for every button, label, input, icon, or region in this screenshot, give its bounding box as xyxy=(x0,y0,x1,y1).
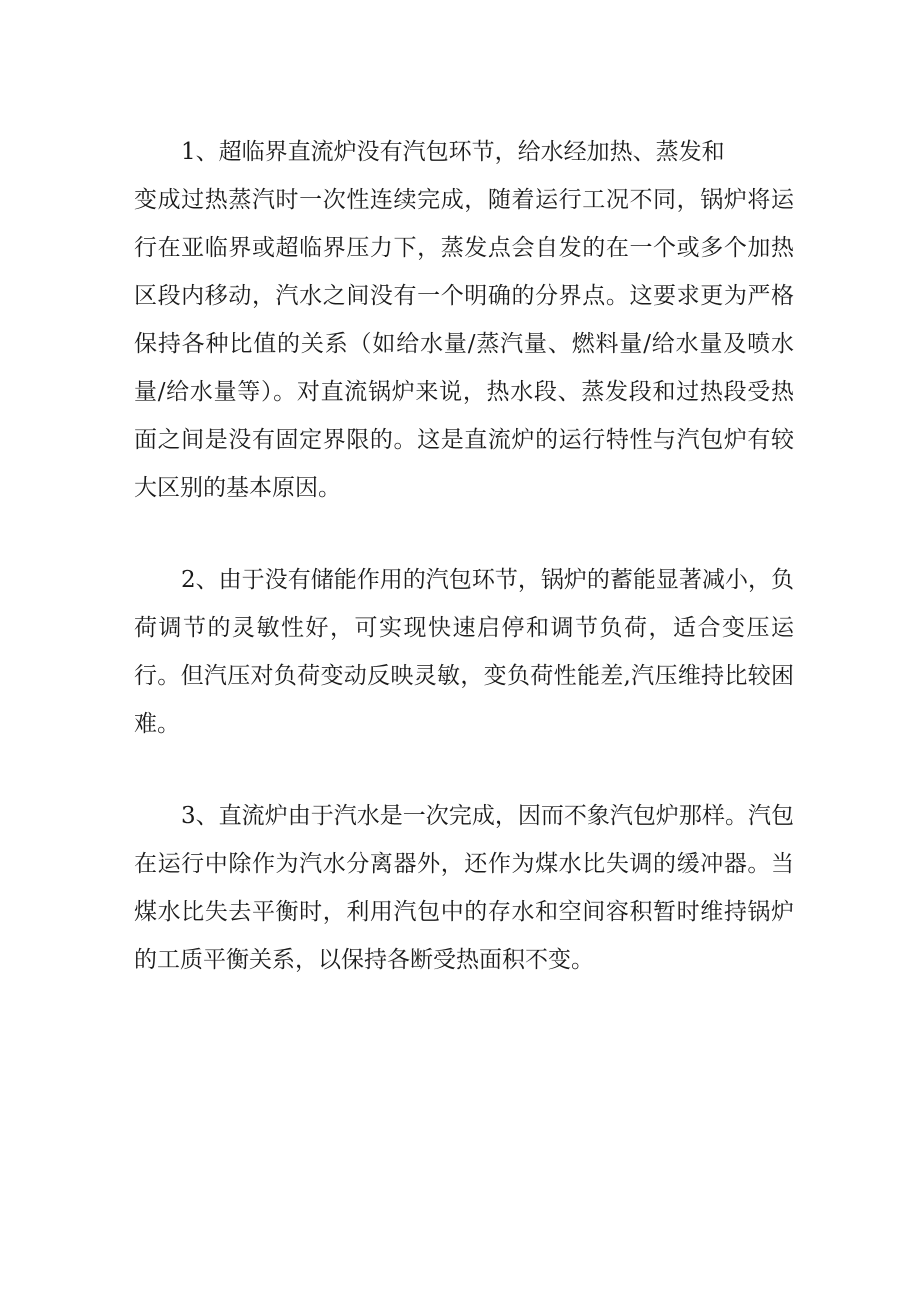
paragraph-spacer xyxy=(134,512,794,556)
paragraph-1-first-line: 1、超临界直流炉没有汽包环节，给水经加热、蒸发和 xyxy=(181,139,725,165)
paragraph-spacer xyxy=(134,748,794,792)
paragraph-1 xyxy=(134,128,794,512)
paragraph-1-continuation: 变成过热蒸汽时一次性连续完成，随着运行工况不同，锅炉将运行在亚临界或超临界压力下，蒸发点会自发的在一个或多个加热区段内移动，汽水之间没有一个明确的分界点。这要求更为严格保持各种比值的关系（如给水量/蒸汽量、燃料量/给水量及喷水量/给水量等）。对直流锅炉来说，热水段、蒸发段和过热段受热面之间是没有固定界限的。这是直流炉的运行特性与汽包炉有较大区别的基本原因。 xyxy=(134,187,794,501)
paragraph-2: 2、由于没有储能作用的汽包环节，锅炉的蓄能显著减小，负荷调节的灵敏性好，可实现快速启停和调节负荷，适合变压运行。但汽压对负荷变动反映灵敏，变负荷性能差,汽压维持比较困难。 xyxy=(134,567,794,737)
document-body xyxy=(134,128,794,984)
paragraph-3: 3、直流炉由于汽水是一次完成，因而不象汽包炉那样。汽包在运行中除作为汽水分离器外，还作为煤水比失调的缓冲器。当煤水比失去平衡时，利用汽包中的存水和空间容积暂时维持锅炉的工质平衡关系，以保持各断受热面积不变。 xyxy=(134,803,794,973)
